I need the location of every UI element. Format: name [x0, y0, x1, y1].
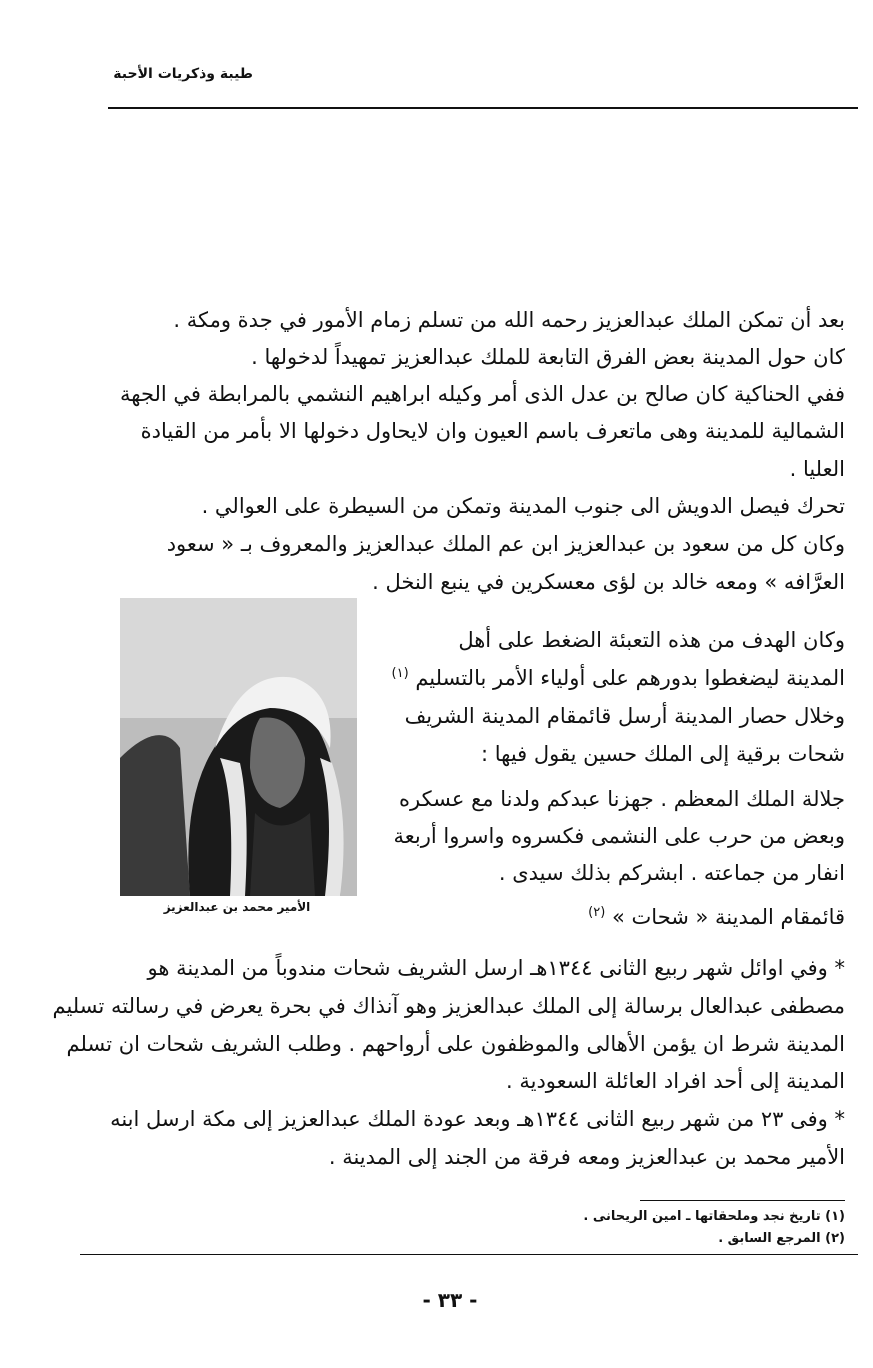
- footnote-rule: [640, 1200, 845, 1201]
- body-line: وكان كل من سعود بن عبدالعزيز ابن عم الملك عبدالعزيز والمعروف بـ « سعود: [166, 532, 845, 556]
- body-line: ففي الحناكية كان صالح بن عدل الذى أمر وكيله ابراهيم النشمي بالمرابطة في الجهة: [120, 382, 845, 406]
- side-line: وكان الهدف من هذه التعبئة الضغط على أهل: [458, 628, 845, 652]
- portrait-photo: [120, 598, 357, 896]
- body-line: كان حول المدينة بعض الفرق التابعة للملك عبدالعزيز تمهيداً لدخولها .: [251, 345, 845, 369]
- side-line: شحات برقية إلى الملك حسين يقول فيها :: [480, 742, 845, 766]
- footnote: (١) تاريخ نجد وملحقاتها ـ امين الريحانى .: [583, 1209, 845, 1224]
- footnote-ref-1: (١): [391, 666, 409, 681]
- side-line: وخلال حصار المدينة أرسل قائمقام المدينة الشريف: [404, 704, 845, 728]
- side-line: [390, 905, 845, 929]
- body-line: العرَّافه » ومعه خالد بن لؤى معسكرين في ينبع النخل .: [372, 570, 845, 594]
- body-line: المدينة إلى أحد افراد العائلة السعودية .: [505, 1069, 845, 1093]
- body-line: الأمير محمد بن عبدالعزيز ومعه فرقة من الجند إلى المدينة .: [328, 1145, 845, 1169]
- body-line: العليا .: [789, 457, 845, 481]
- side-line: وبعض من حرب على النشمى فكسروه واسروا أربعة: [393, 824, 845, 848]
- portrait-illustration: [120, 598, 357, 896]
- body-line: * وفي اوائل شهر ربيع الثانى ١٣٤٤هـ ارسل الشريف شحات مندوباً من المدينة هو: [147, 956, 845, 980]
- body-line: المدينة شرط ان يؤمن الأهالى والموظفون على أرواحهم . وطلب الشريف شحات ان تسلم: [66, 1032, 845, 1056]
- bottom-rule: [80, 1254, 858, 1255]
- header-rule: [108, 107, 858, 109]
- side-line-text: المدينة ليضغطوا بدورهم على أولياء الأمر بالتسليم: [415, 666, 845, 690]
- side-line: انفار من جماعته . ابشركم بذلك سيدى .: [498, 861, 845, 885]
- footnote: (٢) المرجع السابق .: [718, 1231, 845, 1246]
- body-line: تحرك فيصل الدويش الى جنوب المدينة وتمكن من السيطرة على العوالي .: [201, 494, 845, 518]
- side-line: جلالة الملك المعظم . جهزنا عبدكم ولدنا مع عسكره: [398, 787, 845, 811]
- page-number: - ٣٣ -: [422, 1288, 478, 1312]
- side-line: [390, 666, 845, 690]
- photo-caption: الأمير محمد بن عبدالعزيز: [163, 900, 311, 914]
- body-line: الشمالية للمدينة وهى ماتعرف باسم العيون وان لايحاول دخولها الا بأمر من القيادة: [140, 419, 845, 443]
- body-line: بعد أن تمكن الملك عبدالعزيز رحمه الله من تسلم زمام الأمور في جدة ومكة .: [173, 308, 845, 332]
- body-line: * وفى ٢٣ من شهر ربيع الثانى ١٣٤٤هـ وبعد عودة الملك عبدالعزيز إلى مكة ارسل ابنه: [110, 1107, 845, 1131]
- side-line-text: قائمقام المدينة « شحات »: [612, 905, 845, 929]
- running-header: طيبة وذكريات الأحبة: [113, 66, 253, 82]
- footnote-ref-2: (٢): [588, 905, 606, 920]
- body-line: مصطفى عبدالعال برسالة إلى الملك عبدالعزيز وهو آنذاك في بحرة يعرض في رسالته تسليم: [52, 994, 845, 1018]
